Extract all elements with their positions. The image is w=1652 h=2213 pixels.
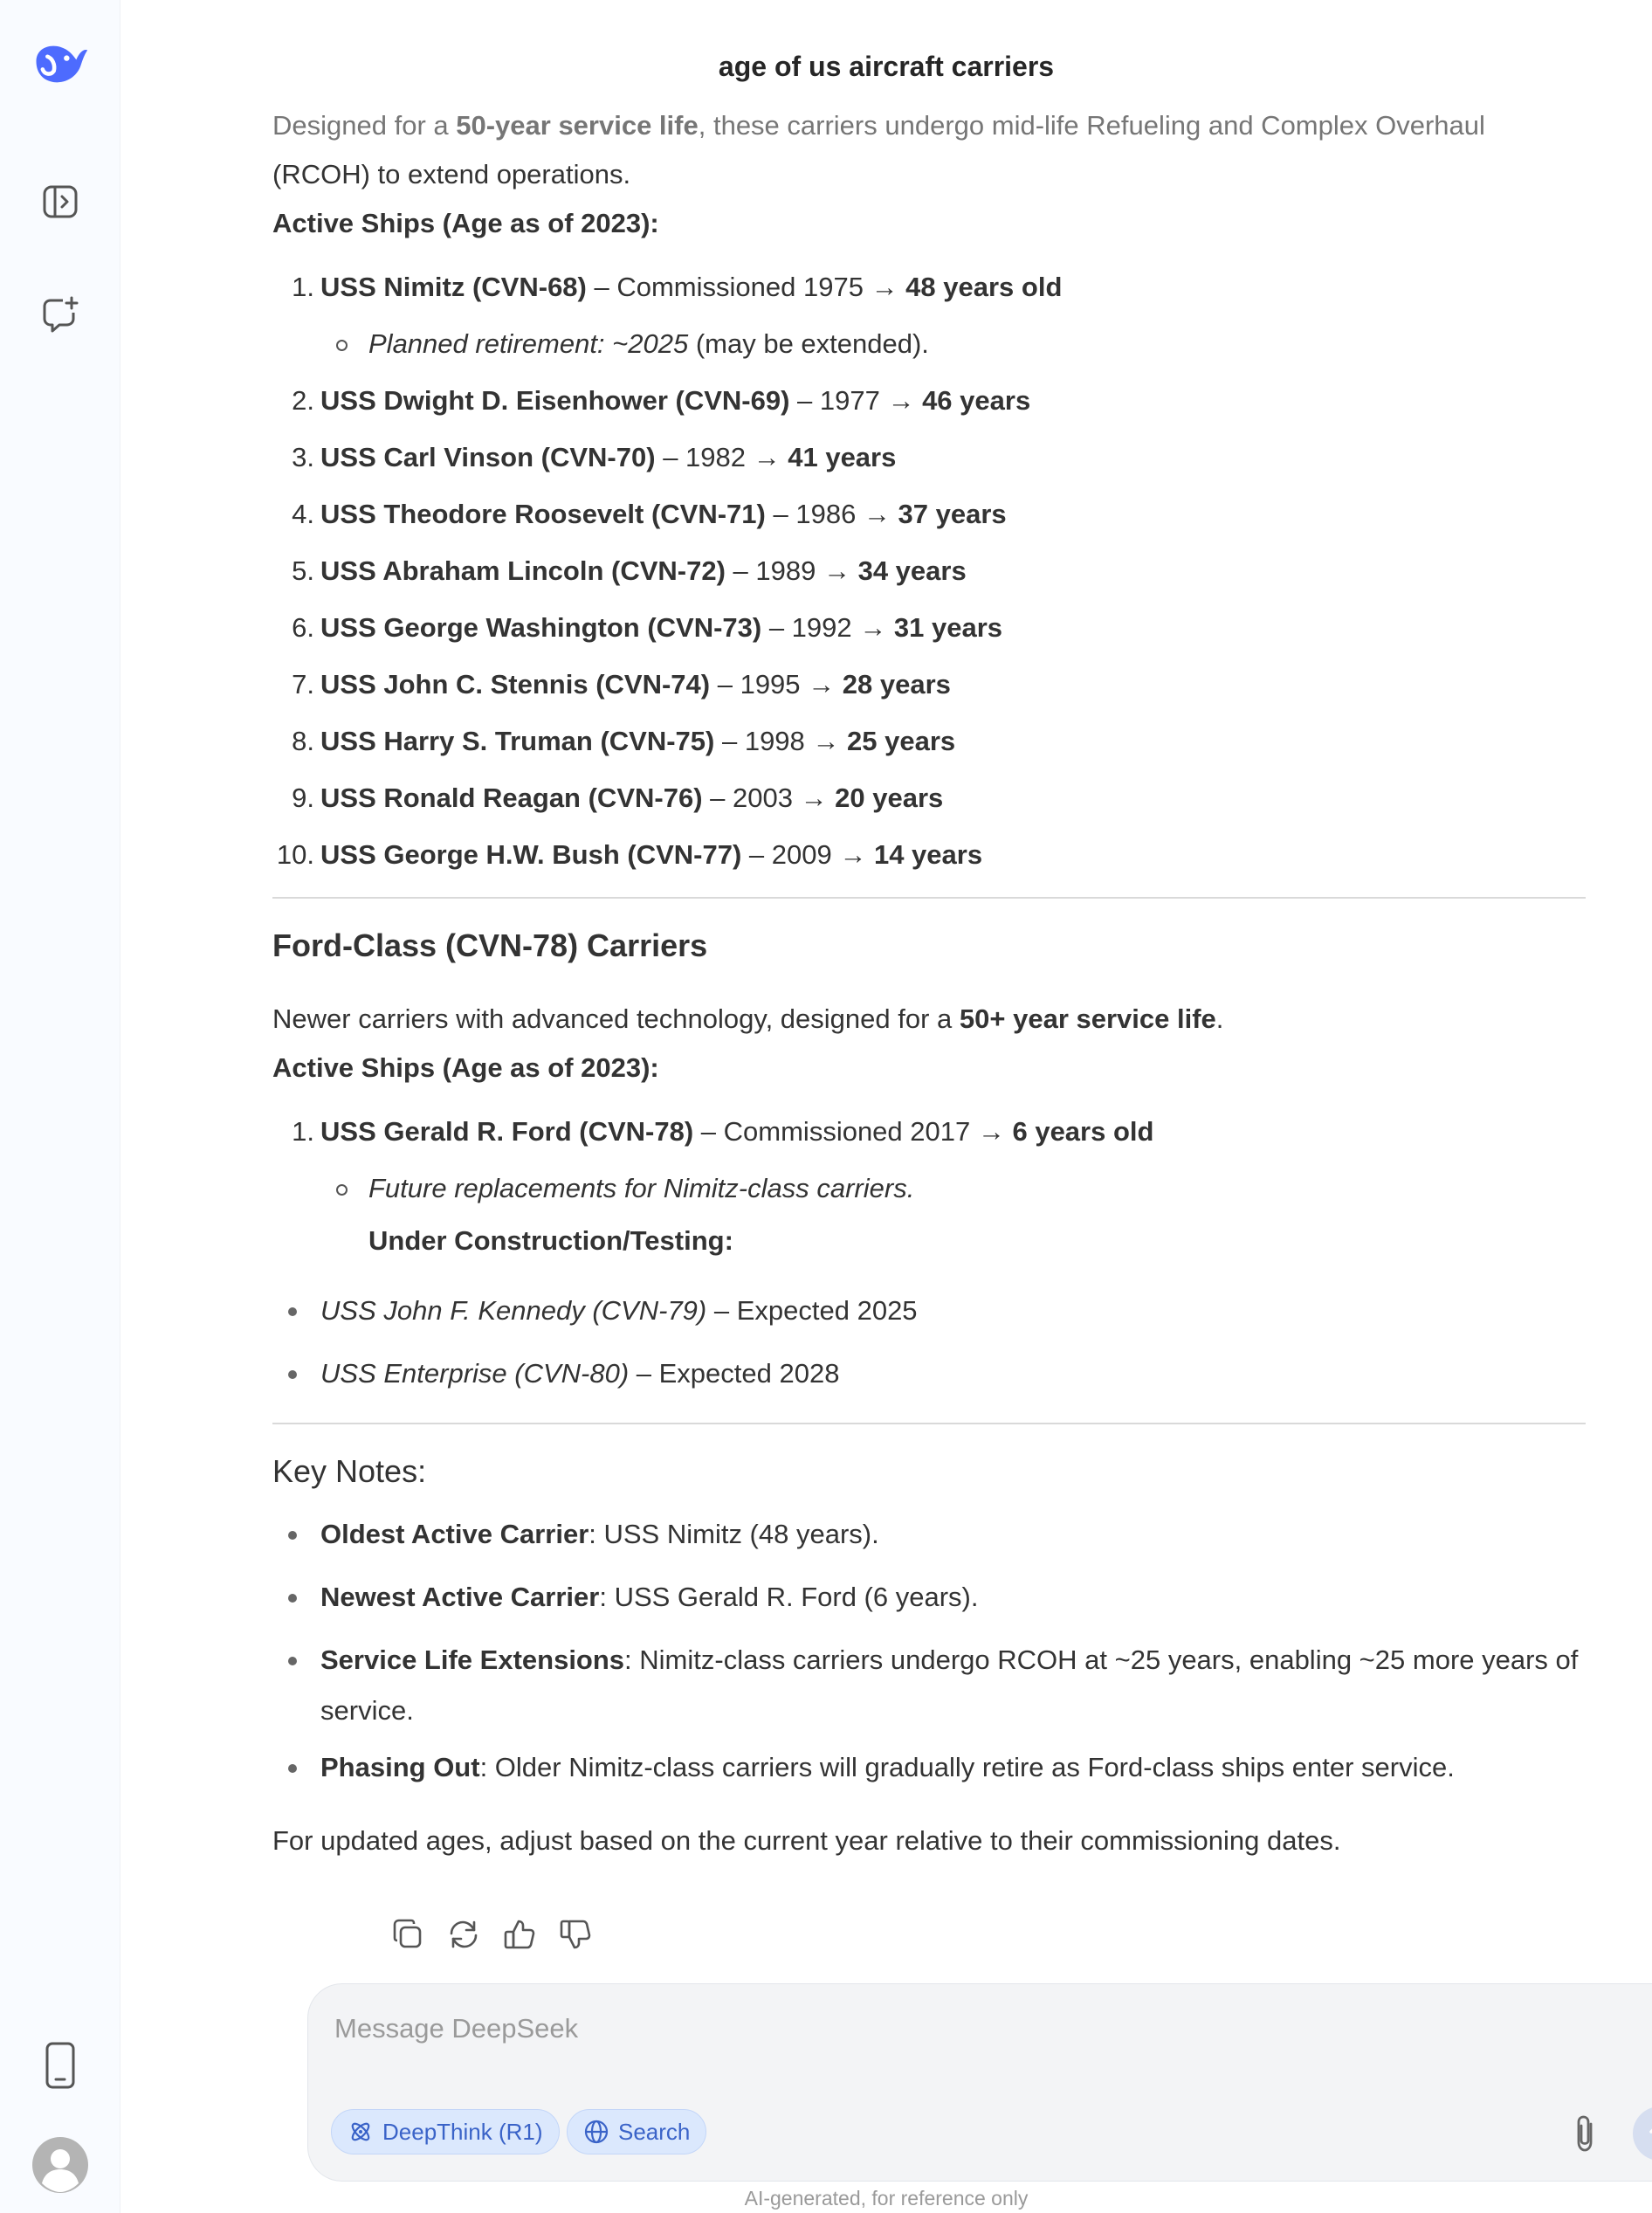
chat-title: age of us aircraft carriers xyxy=(718,51,1055,82)
list-item: Newest Active Carrier: USS Gerald R. Ford (6 years). xyxy=(272,1569,1586,1632)
thumbs-down-icon[interactable] xyxy=(559,1918,592,1951)
ship-age: 46 years xyxy=(922,385,1031,416)
ship-age: 25 years xyxy=(847,726,956,756)
ford-description: Newer carriers with advanced technology, designed for a 50+ year service life. xyxy=(272,1003,1224,1034)
list-item: 1. USS Gerald R. Ford (CVN-78) – Commissioned 2017 → 6 years old xyxy=(292,1116,1154,1147)
globe-icon xyxy=(583,2119,609,2145)
arrow-up-icon xyxy=(1647,2120,1652,2148)
section-divider xyxy=(272,1423,1586,1424)
ship-name: USS George H.W. Bush (CVN-77) xyxy=(320,839,742,870)
disclaimer: AI-generated, for reference only xyxy=(744,2187,1029,2210)
intro-text-1: Designed for a xyxy=(272,110,457,141)
ship-age: 20 years xyxy=(835,782,944,813)
ship-age: 14 years xyxy=(873,839,983,870)
list-item: 9. USS Ronald Reagan (CVN-76) – 2003 → 20 years xyxy=(292,782,944,813)
send-button[interactable] xyxy=(1633,2106,1652,2161)
list-item: 2. USS Dwight D. Eisenhower (CVN-69) – 1977 → 46 years xyxy=(292,385,1031,416)
message-composer xyxy=(307,1983,1652,2182)
ford-future-note: Future replacements for Nimitz-class carriers. xyxy=(272,1160,1586,1217)
list-item: USS John F. Kennedy (CVN-79) – Expected 2025 xyxy=(272,1283,1586,1346)
intro-text-2: , these carriers undergo mid-life Refueling and Complex Overhaul xyxy=(698,110,1485,141)
ford-ship-list xyxy=(272,1103,1586,1160)
ship-name: USS Theodore Roosevelt (CVN-71) xyxy=(320,499,766,529)
search-label: Search xyxy=(618,2118,691,2145)
new-chat-icon[interactable] xyxy=(31,286,89,344)
ship-name: USS Nimitz (CVN-68) xyxy=(320,272,587,302)
list-item: Oldest Active Carrier: USS Nimitz (48 years). xyxy=(272,1506,1586,1569)
sidebar xyxy=(0,0,120,2213)
ship-age: 34 years xyxy=(857,555,967,586)
list-item: USS Enterprise (CVN-80) – Expected 2028 xyxy=(272,1346,1586,1409)
active-ships-label: Active Ships (Age as of 2023): xyxy=(272,208,659,238)
list-item: 3. USS Carl Vinson (CVN-70) – 1982 → 41 years xyxy=(292,442,897,472)
list-item: 6. USS George Washington (CVN-73) – 1992 → 31 years xyxy=(292,612,1002,643)
list-item: 4. USS Theodore Roosevelt (CVN-71) – 1986 → 37 years xyxy=(292,499,1007,529)
search-button[interactable] xyxy=(567,2109,706,2154)
atom-icon xyxy=(348,2119,374,2145)
chat-main xyxy=(120,0,1652,2213)
intro-paragraph xyxy=(272,101,1586,150)
ship-name: USS Gerald R. Ford (CVN-78) xyxy=(320,1116,694,1147)
ship-age: 31 years xyxy=(893,612,1002,643)
list-item: 5. USS Abraham Lincoln (CVN-72) – 1989 → 34 years xyxy=(292,555,967,586)
intro-paragraph-cont: (RCOH) to extend operations. xyxy=(272,159,631,190)
copy-icon[interactable] xyxy=(391,1918,424,1951)
nimitz-ship-list xyxy=(272,259,1586,883)
message-actions xyxy=(391,1918,592,1951)
ship-name: USS Abraham Lincoln (CVN-72) xyxy=(320,555,726,586)
assistant-message xyxy=(272,101,1586,1865)
ship-name: USS Harry S. Truman (CVN-75) xyxy=(320,726,715,756)
user-avatar[interactable] xyxy=(31,2136,89,2194)
ford-active-label: Active Ships (Age as of 2023): xyxy=(272,1052,659,1083)
list-item: 7. USS John C. Stennis (CVN-74) – 1995 → 28 years xyxy=(292,669,951,700)
key-notes-heading: Key Notes: xyxy=(272,1453,427,1489)
under-construction-label: Under Construction/Testing: xyxy=(368,1225,733,1256)
ship-name: USS Ronald Reagan (CVN-76) xyxy=(320,782,703,813)
key-notes-list xyxy=(272,1506,1586,1803)
message-input[interactable] xyxy=(333,2003,1646,2054)
regenerate-icon[interactable] xyxy=(447,1918,480,1951)
mobile-app-icon[interactable] xyxy=(31,2037,89,2094)
ship-age: 41 years xyxy=(788,442,897,472)
ship-name: USS George Washington (CVN-73) xyxy=(320,612,762,643)
list-item: 10. USS George H.W. Bush (CVN-77) – 2009 → 14 years xyxy=(276,839,983,870)
ship-name: USS John C. Stennis (CVN-74) xyxy=(320,669,711,700)
list-item: 1. USS Nimitz (CVN-68) – Commissioned 1975 → 48 years old xyxy=(292,272,1063,302)
future-ship-list xyxy=(272,1283,1586,1409)
deepseek-whale-logo[interactable] xyxy=(31,35,89,93)
list-item: Service Life Extensions: Nimitz-class carriers undergo RCOH at ~25 years, enabling ~25 more years of service. xyxy=(272,1632,1586,1740)
intro-bold: 50-year service life xyxy=(456,110,699,141)
ship-age: 28 years xyxy=(842,669,951,700)
section-divider xyxy=(272,897,1586,899)
list-item: 8. USS Harry S. Truman (CVN-75) – 1998 → 25 years xyxy=(292,726,956,756)
open-sidebar-icon[interactable] xyxy=(31,173,89,231)
ship-name: USS Dwight D. Eisenhower (CVN-69) xyxy=(320,385,790,416)
list-item: Phasing Out: Older Nimitz-class carriers will gradually retire as Ford-class ships enter service. xyxy=(272,1740,1586,1803)
deepthink-button[interactable] xyxy=(331,2109,560,2154)
ship-age: 37 years xyxy=(898,499,1007,529)
ship-age: 48 years old xyxy=(905,272,1063,302)
ford-class-heading: Ford-Class (CVN-78) Carriers xyxy=(272,927,708,963)
ship-age: 6 years old xyxy=(1012,1116,1154,1147)
attach-icon[interactable] xyxy=(1563,2112,1607,2155)
thumbs-up-icon[interactable] xyxy=(503,1918,536,1951)
ship-name: USS Carl Vinson (CVN-70) xyxy=(320,442,656,472)
deepthink-label: DeepThink (R1) xyxy=(382,2118,543,2145)
nimitz-retirement-note: Planned retirement: ~2025 (may be extended). xyxy=(272,315,1586,372)
closing-paragraph: For updated ages, adjust based on the current year relative to their commissioning dates. xyxy=(272,1825,1341,1856)
